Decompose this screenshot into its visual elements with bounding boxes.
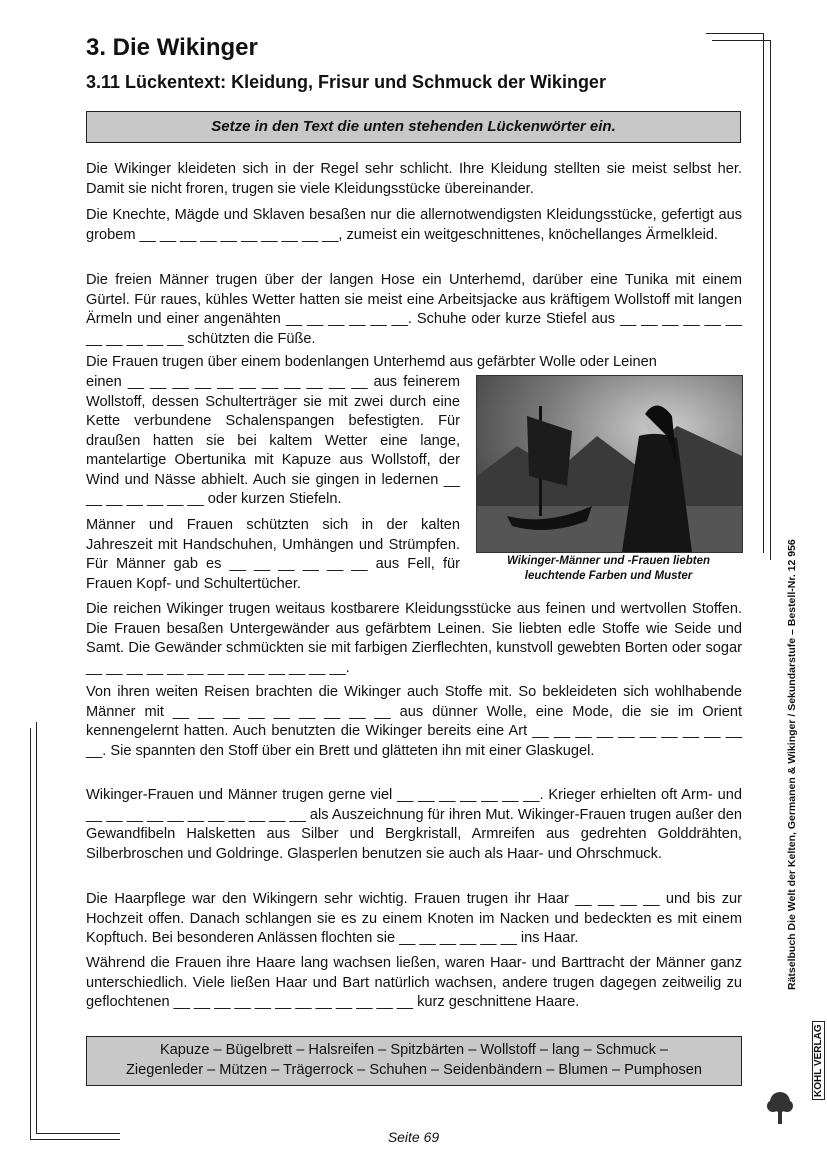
section-subheading: 3.11 Lückentext: Kleidung, Frisur und Schmuck der Wikinger [86,72,606,92]
sidebar-book-info: Rätselbuch Die Welt der Kelten, Germanen & Wikinger / Sekundarstufe – Bestell-Nr. 12 956 [786,539,798,990]
viking-photo [476,375,743,553]
corner-line-bottom-v2 [36,722,37,1134]
paragraph-text: Die reichen Wikinger trugen weitaus kostbarere Kleidungsstücke aus feinen und wertvollen Stoffen. Die Frauen besaßen Untergewänder aus gefärbtem Leinen. Sie liebten edle Stoffe wie Seide und Samt. Die Gewänder schmückten sie mit farbigen Zierflechten, kunstvoll gewebten Borten oder sogar __ __ __ __ __ __ __ __ __ __ __ __ __. [86,601,742,676]
word-bank-box [86,1036,742,1086]
paragraph-text: Während die Frauen ihre Haare lang wachsen ließen, waren Haar- und Barttracht der Männer ganz unterschiedlich. Viele ließen Haar und Bart natürlich wachsen, andere trugen dagegen zeitweilig zu geflochtenen __ __ __ __ __ __ __ __ __ __ __ __ kurz geschnittene Haare. [86,955,742,1010]
paragraph-text: Die freien Männer trugen über der langen Hose ein Unterhemd, darüber eine Tunika mit einem Gürtel. Für raues, kühles Wetter hatten sie meist eine Arbeitsjacke aus kräftigem Wollstoff mit langen Ärmeln und einer angenähten __ __ __ __ __ __. Schuhe oder kurze Stiefel aus __ __ __ __ __ __ __ __ __ __ __ schützten die Füße. [86,272,742,347]
paragraph-9 [86,890,742,949]
word-bank-line-1: Kapuze – Bügelbrett – Halsreifen – Spitzbärten – Wollstoff – lang – Schmuck – [159,1042,669,1058]
paragraph-4-lead [86,353,742,373]
corner-line-top-h2 [712,40,770,41]
word-bank-line-2: Ziegenleder – Mützen – Trägerrock – Schuhen – Seidenbändern – Blumen – Pumphosen [125,1061,702,1078]
corner-line-bottom-v [30,728,31,1140]
paragraph-text: Die Wikinger kleideten sich in der Regel sehr schlicht. Ihre Kleidung stellten sie meist selbst her. Damit sie nicht froren, trugen sie viele Kleidungsstücke übereinander. [86,161,742,197]
publisher-logo: KOHL VERLAG [812,1021,825,1100]
page-number: Seite 69 [387,1129,440,1145]
paragraph-text: Die Haarpflege war den Wikingern sehr wichtig. Frauen trugen ihr Haar __ __ __ __ und bis zur Hochzeit offen. Danach schlangen sie es zu einem Knoten im Nacken und bedeckten es mit einem Kopftuch. Bei besonderen Anlässen flochten sie __ __ __ __ __ __ ins Haar. [86,891,742,946]
corner-line-top-v [763,33,764,553]
paragraph-10 [86,954,742,1013]
paragraph-text: Wikinger-Frauen und Männer trugen gerne viel __ __ __ __ __ __ __. Krieger erhielten oft Arm- und __ __ __ __ __ __ __ __ __ __ __ als Auszeichnung für ihren Mut. Wikinger-Frauen trugen außer den Gewandfibeln Halsketten aus Silber und Bergkristall, Armreifen aus gedrehten Golddrähten, Silberbroschen und Goldringe. Glasperlen benutzen sie auch als Haar- und Ohrschmuck. [86,787,742,862]
viking-photo-illustration [477,376,742,552]
paragraph-3 [86,271,742,349]
paragraph-text: Männer und Frauen schützten sich in der kalten Jahreszeit mit Handschuhen, Umhängen und Strümpfen. Für Männer gab es __ __ __ __ __ __ aus Fell, für Frauen Kopf- und Schultertücher. [86,517,460,592]
instruction-box: Setze in den Text die unten stehenden Lückenwörter ein. [86,111,741,143]
tree-logo-icon [766,1090,794,1126]
paragraph-2 [86,206,742,245]
paragraph-text: Die Frauen trugen über einem bodenlangen Unterhemd aus gefärbter Wolle oder Leinen [86,354,657,370]
paragraph-6 [86,600,742,678]
paragraph-5 [86,516,460,594]
corner-line-top-h [706,33,764,34]
paragraph-7 [86,683,742,761]
paragraph-8 [86,786,742,864]
corner-line-top-v2 [770,40,771,560]
page-heading: 3. Die Wikinger [86,34,258,61]
paragraph-text: Die Knechte, Mägde und Sklaven besaßen nur die allernotwendigsten Kleidungsstücke, gefertigt aus grobem __ __ __ __ __ __ __ __ __ __, zumeist ein weitgeschnittenes, knöchellanges Ärmelkleid. [86,207,742,243]
paragraph-text: Von ihren weiten Reisen brachten die Wikinger auch Stoffe mit. So bekleideten sich wohlhabende Männer mit __ __ __ __ __ __ __ __ __ aus dünner Wolle, eine Mode, die sie im Orient kennengelernt hatten. Auch benutzten die Wikinger bereits eine Art __ __ __ __ __ __ __ __ __ __ __. Sie spannten den Stoff über ein Brett und glätteten ihn mit einer Glaskugel. [86,684,742,759]
paragraph-text: einen __ __ __ __ __ __ __ __ __ __ __ aus feinerem Wollstoff, dessen Schulterträger sie mit zwei durch eine Kette verbundene Schalenspangen befestigten. Für draußen hatten sie bei kaltem Wetter eine lange, mantelartige Obertunika mit Kapuze aus Wollstoff, der Wind und Nässe abhielt. Auch sie gingen in ledernen __ __ __ __ __ __ __ oder kurzen Stiefeln. [86,374,460,507]
paragraph-4-body [86,373,460,510]
paragraph-1 [86,160,742,199]
photo-caption: Wikinger-Männer und -Frauen liebten leuchtende Farben und Muster [506,555,711,582]
